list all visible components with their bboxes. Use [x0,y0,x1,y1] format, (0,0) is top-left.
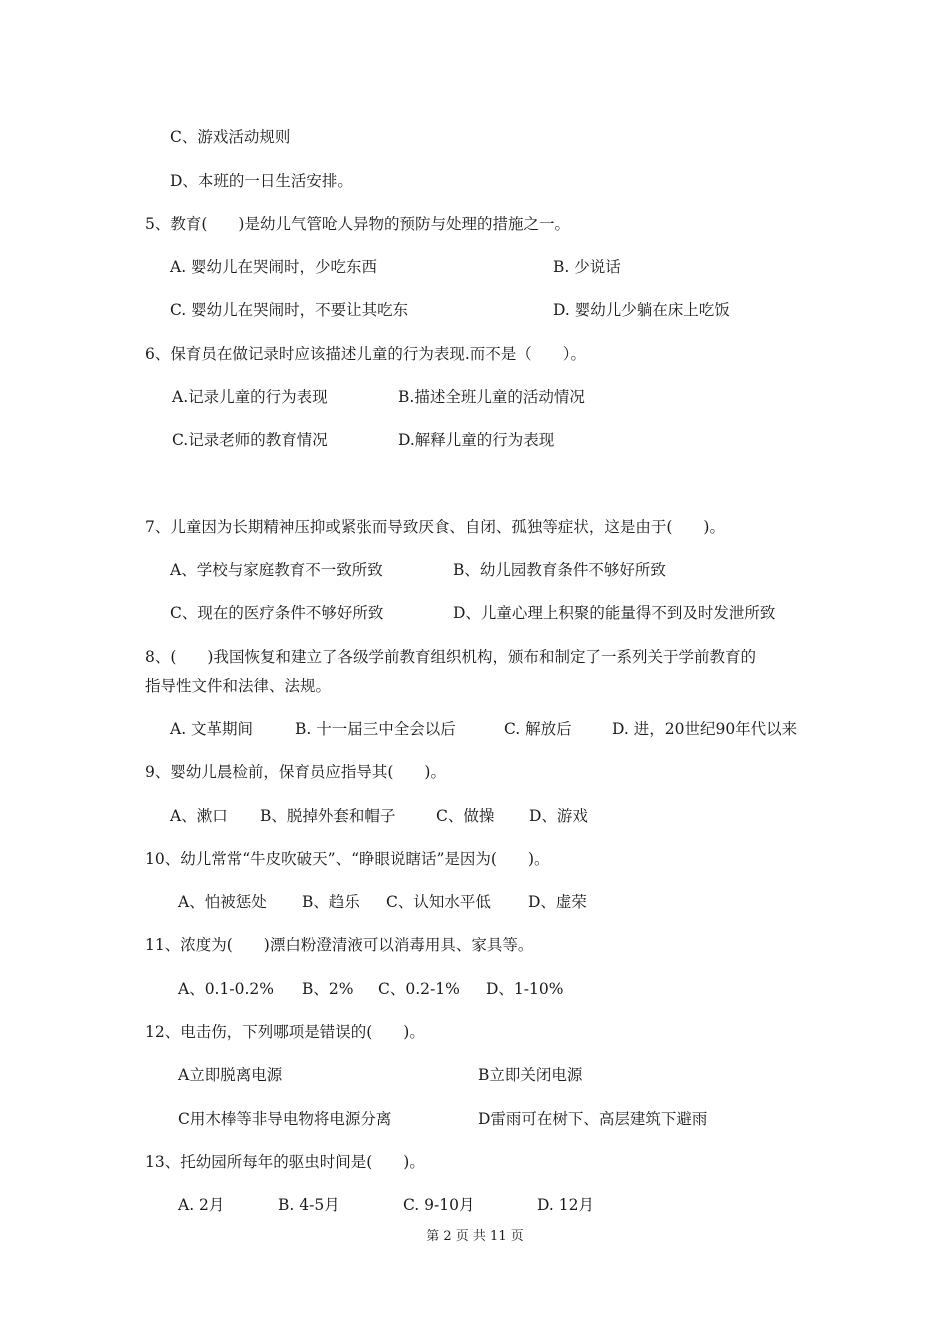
question-10-option-a: A、怕被惩处 [178,893,267,911]
question-13-option-d: D. 12月 [537,1196,594,1214]
question-6-stem: 6、保育员在做记录时应该描述儿童的行为表现.而不是（ ）。 [145,345,587,363]
question-5-stem: 5、教育( )是幼儿气管呛人异物的预防与处理的措施之一。 [145,215,570,233]
question-8-option-c: C. 解放后 [504,720,572,738]
question-12-option-a: A立即脱离电源 [178,1066,283,1084]
option-c: C、游戏活动规则 [170,128,291,146]
option-d: D、本班的一日生活安排。 [170,172,353,190]
question-5-option-a: A. 婴幼儿在哭闹时，少吃东西 [170,258,378,276]
question-8-option-b: B. 十一届三中全会以后 [295,720,456,738]
question-9-option-b: B、脱掉外套和帽子 [260,807,396,825]
question-7-option-a: A、学校与家庭教育不一致所致 [170,561,383,579]
question-13-option-a: A. 2月 [178,1196,225,1214]
question-10-option-c: C、认知水平低 [386,893,491,911]
question-10-stem: 10、幼儿常常“牛皮吹破天”、“睁眼说瞎话”是因为( )。 [145,850,550,868]
question-9-stem: 9、婴幼儿晨检前，保育员应指导其( )。 [145,763,446,781]
question-12-option-c: C用木棒等非导电物将电源分离 [178,1110,392,1128]
question-8-option-a: A. 文革期间 [170,720,254,738]
question-7-option-d: D、儿童心理上积聚的能量得不到及时发泄所致 [453,604,776,622]
question-9-option-d: D、游戏 [529,807,588,825]
question-11-option-d: D、1-10% [486,980,564,998]
question-10-option-d: D、虚荣 [528,893,587,911]
question-12-stem: 12、电击伤，下列哪项是错误的( )。 [145,1023,425,1041]
question-5-option-b: B. 少说话 [553,258,621,276]
question-7-option-c: C、现在的医疗条件不够好所致 [170,604,384,622]
question-10-option-b: B、趋乐 [302,893,360,911]
question-13-option-c: C. 9-10月 [403,1196,475,1214]
question-8-stem-continued: 指导性文件和法律、法规。 [145,677,332,695]
question-5-option-c: C. 婴幼儿在哭闹时，不要让其吃东 [170,301,409,319]
question-6-option-b: B.描述全班儿童的活动情况 [398,388,585,406]
question-7-stem: 7、儿童因为长期精神压抑或紧张而导致厌食、自闭、孤独等症状，这是由于( )。 [145,518,725,536]
question-6-option-c: C.记录老师的教育情况 [172,431,328,449]
question-13-option-b: B. 4-5月 [278,1196,340,1214]
question-8-option-d: D. 进，20世纪90年代以来 [612,720,798,738]
question-12-option-d: D雷雨可在树下、高层建筑下避雨 [478,1110,708,1128]
question-8-stem: 8、( )我国恢复和建立了各级学前教育组织机构，颁布和制定了一系列关于学前教育的 [145,648,756,666]
question-11-option-c: C、0.2-1% [378,980,460,998]
question-11-option-a: A、0.1-0.2% [178,980,274,998]
question-9-option-a: A、漱口 [170,807,228,825]
question-11-option-b: B、2% [302,980,354,998]
question-6-option-d: D.解释儿童的行为表现 [398,431,555,449]
question-7-option-b: B、幼儿园教育条件不够好所致 [453,561,666,579]
question-11-stem: 11、浓度为( )漂白粉澄清液可以消毒用具、家具等。 [145,936,534,954]
question-12-option-b: B立即关闭电源 [478,1066,583,1084]
question-13-stem: 13、托幼园所每年的驱虫时间是( )。 [145,1153,425,1171]
page-footer: 第 2 页 共 11 页 [426,1229,524,1244]
question-6-option-a: A.记录儿童的行为表现 [172,388,328,406]
question-5-option-d: D. 婴幼儿少躺在床上吃饭 [553,301,730,319]
question-9-option-c: C、做操 [436,807,495,825]
